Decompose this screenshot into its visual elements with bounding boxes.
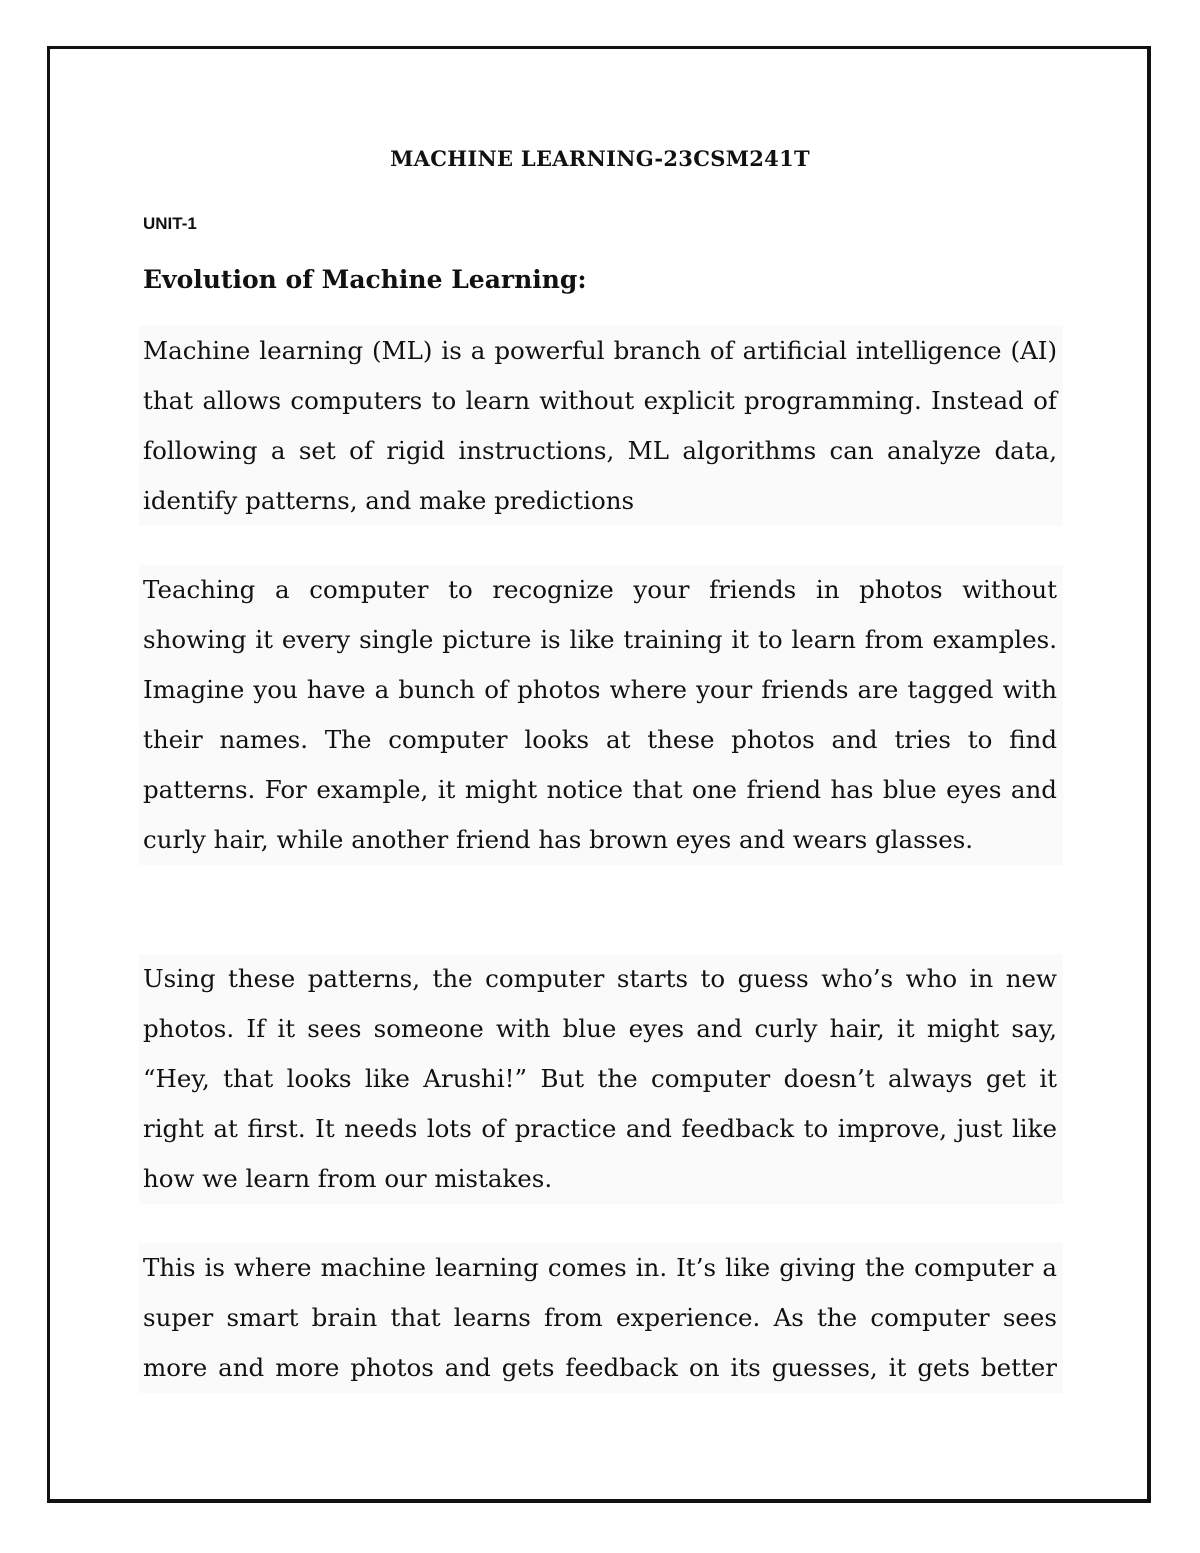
document-title: MACHINE LEARNING-23CSM241T — [390, 146, 810, 171]
section-heading: Evolution of Machine Learning: — [143, 265, 587, 294]
unit-label: UNIT-1 — [143, 214, 197, 233]
paragraph-machine-learning: This is where machine learning comes in. It’s like giving the computer a super smart brain that learns from experience. As the computer sees more and more photos and gets feedback on its guesses, it gets better — [139, 1243, 1063, 1393]
paragraph-intro: Machine learning (ML) is a powerful branch of artificial intelligence (AI) that allows computers to learn without explicit programming. Instead of following a set of rigid instructions, ML algorithms can analyze data, identify patterns, and make predictions — [139, 326, 1063, 526]
paragraph-teaching-example: Teaching a computer to recognize your friends in photos without showing it every single picture is like training it to learn from examples. Imagine you have a bunch of photos where your friends are tagged with their names. The computer looks at these photos and tries to find patterns. For example, it might notice that one friend has blue eyes and curly hair, while another friend has brown eyes and wears glasses. — [139, 565, 1063, 865]
paragraph-patterns: Using these patterns, the computer starts to guess who’s who in new photos. If it sees someone with blue eyes and curly hair, it might say, “Hey, that looks like Arushi!” But the computer doesn’t always get it right at first. It needs lots of practice and feedback to improve, just like how we learn from our mistakes. — [139, 954, 1063, 1204]
